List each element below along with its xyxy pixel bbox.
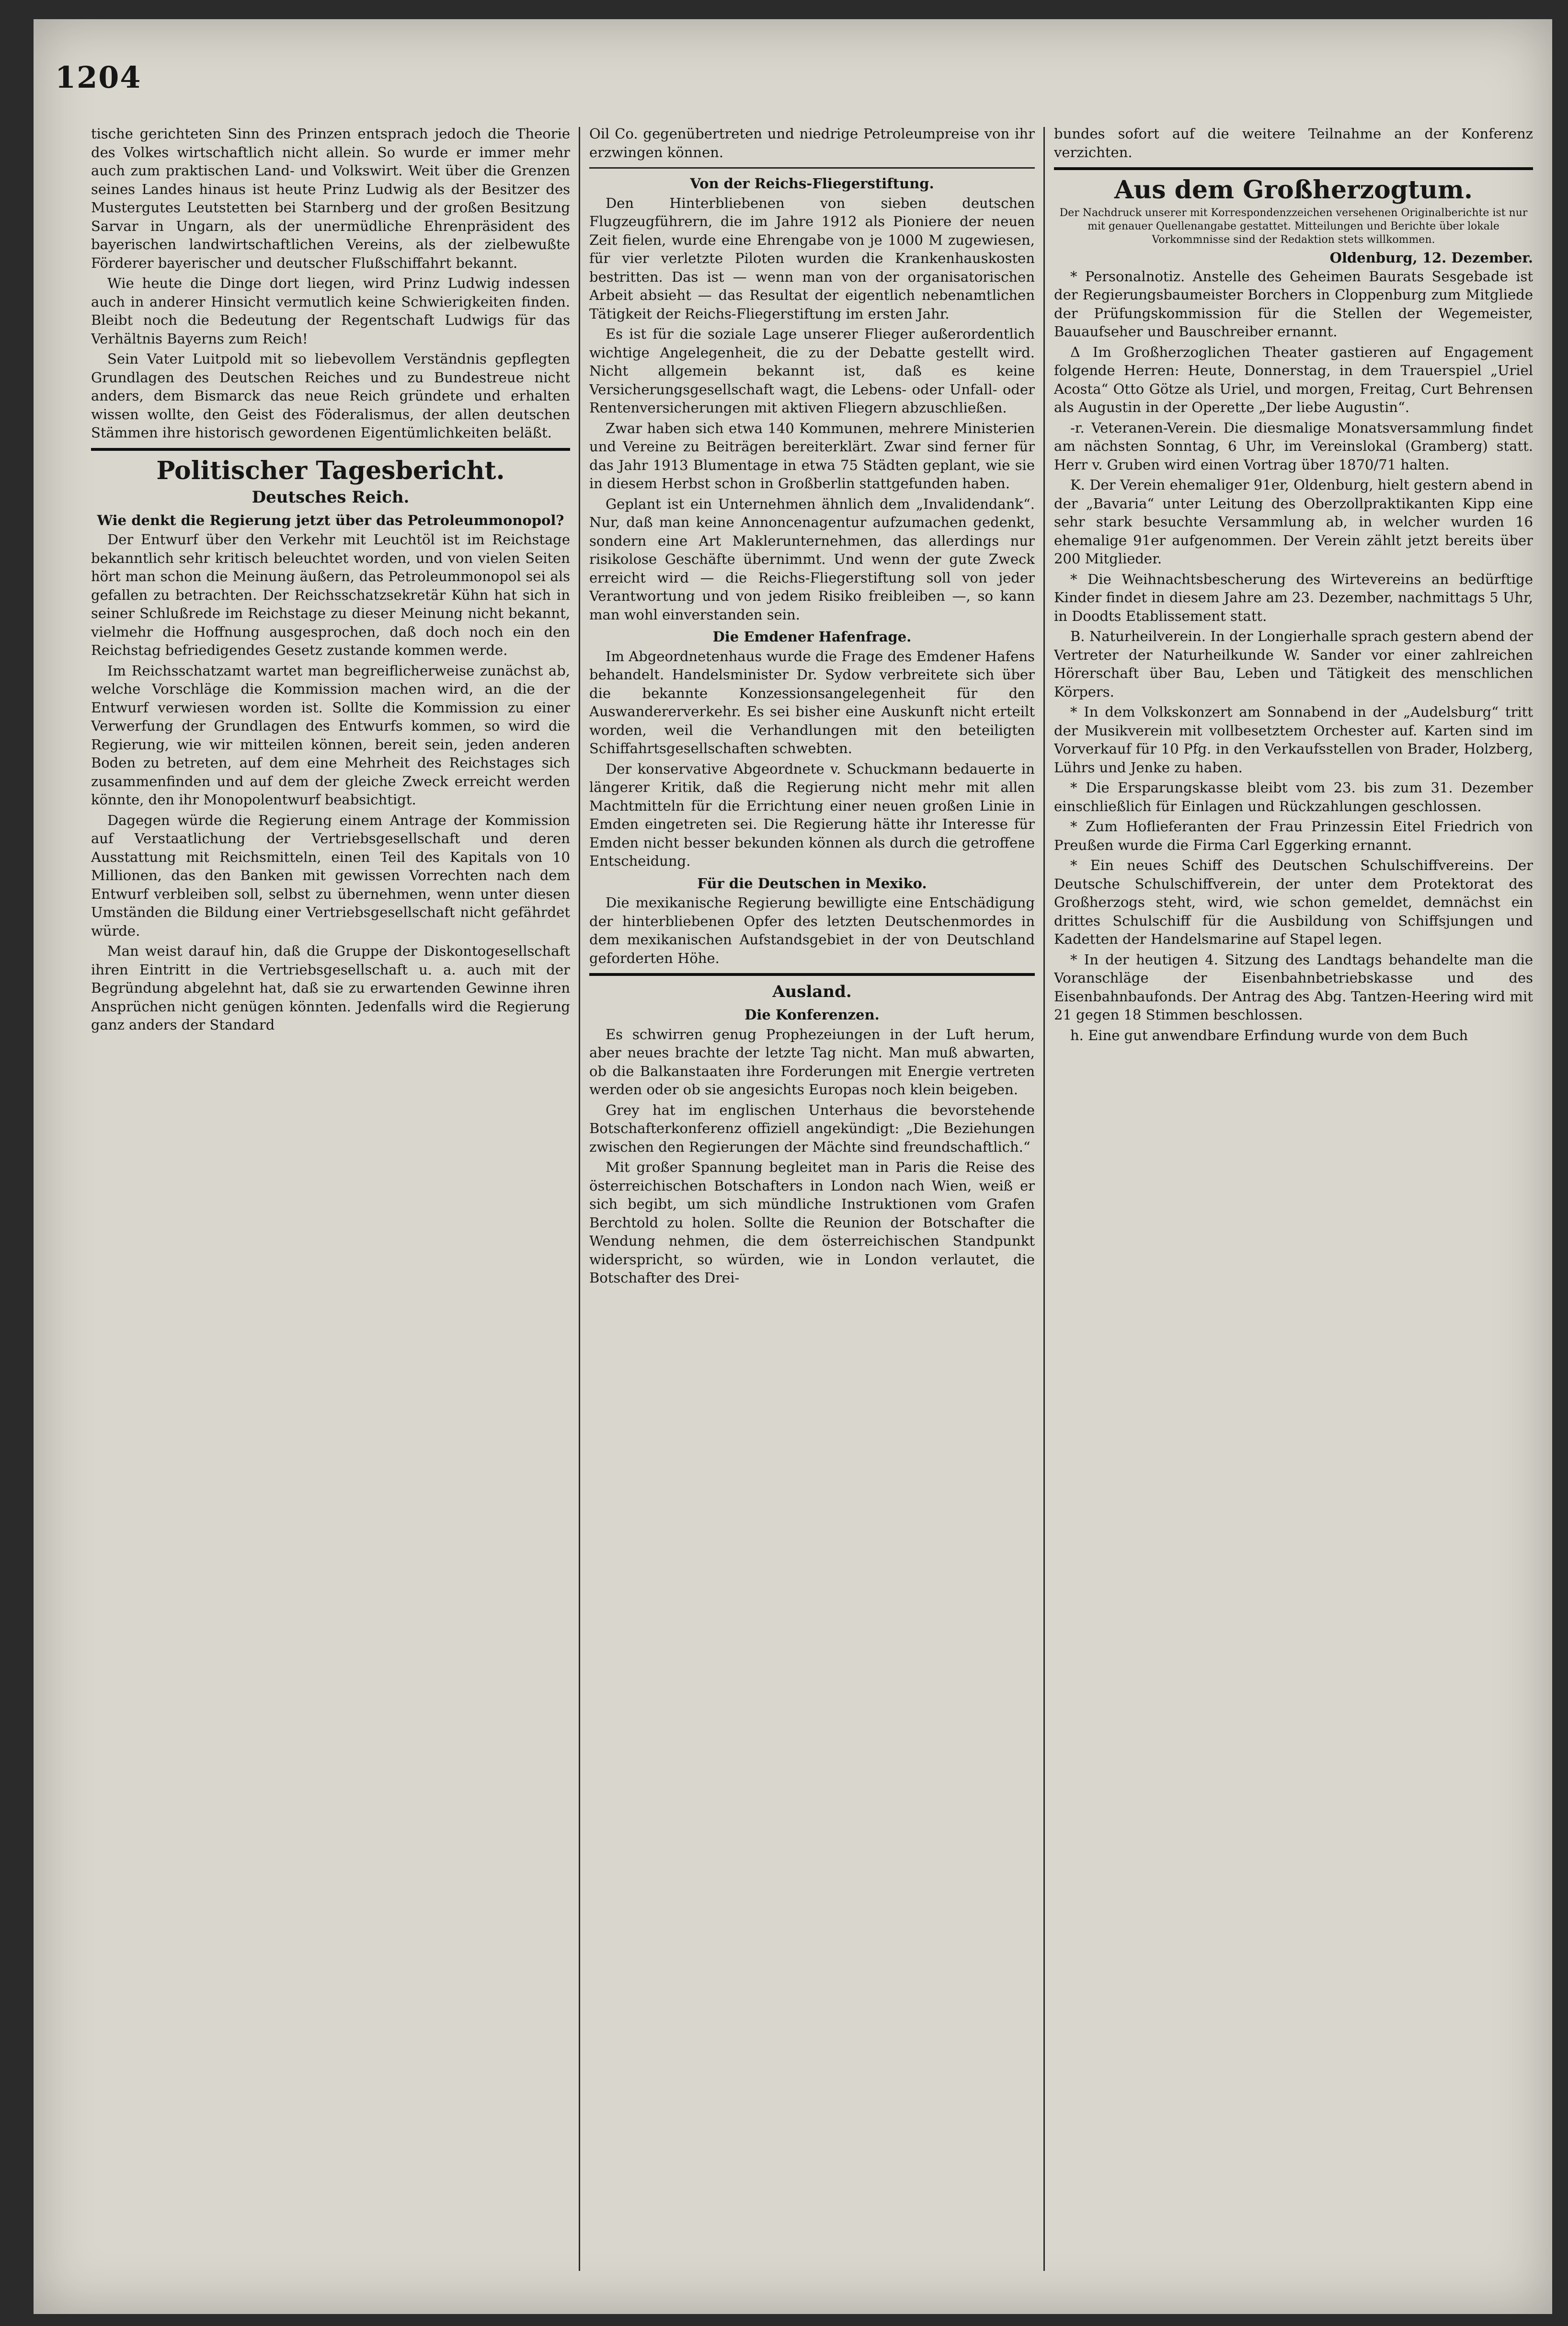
article-paragraph: Im Abgeordnetenhaus wurde die Frage des Emdener Hafens behandelt. Handelsminister Dr. Sydow verbreitete sich über die bekannte Konzessionsangelegenheit für den Auswandererverkehr. Es sei bisher eine Auskunft nicht erteilt worden, weil die Verhandlungen mit den beteiligten Schiffahrtsgesellschaften schwebten. — [589, 648, 1035, 756]
article-paragraph: Zwar haben sich etwa 140 Kommunen, mehrere Ministerien und Vereine zu Beiträgen bereiterklärt. Zwar sind ferner für das Jahr 1913 Blumentage in etwa 75 Städten geplant, wie sie in diesem Herbst schon in Großberlin stattgefunden haben. — [589, 420, 1035, 492]
article-paragraph: Der konservative Abgeordnete v. Schuckmann bedauerte in längerer Kritik, daß die Regierung nicht mehr mit allen Machtmitteln für die Errichtung einer neuen großen Linie in Emden eingetreten sei. Die Regierung hätte ihr Interesse für Emden nicht besser bekunden können als durch die getroffene Entscheidung. — [589, 760, 1035, 869]
column-rule-left — [579, 127, 580, 2271]
reprint-notice: Der Nachdruck unserer mit Korrespondenzzeichen versehenen Originalberichte ist nur mit genauer Quellenangabe gestattet. Mitteilungen und Berichte über lokale Vorkommnisse sind der Redaktion stets willkommen. — [1059, 207, 1528, 246]
article-paragraph: Es schwirren genug Prophezeiungen in der Luft herum, aber neues brachte der letzte Tag nicht. Man muß abwarten, ob die Balkanstaaten ihre Forderungen mit Energie vertreten werden oder ob sie angesichts Europas noch klein beigeben. — [589, 1026, 1035, 1098]
article-paragraph: K. Der Verein ehemaliger 91er, Oldenburg, hielt gestern abend in der „Bavaria“ unter Leitung des Oberzollpraktikanten Kipp eine sehr stark besuchte Versammlung ab, in welcher wurden 16 ehemalige 91er aufgenommen. Der Verein zählt jetzt bereits über 200 Mitglieder. — [1054, 477, 1533, 567]
article-paragraph: * Die Ersparungskasse bleibt vom 23. bis zum 31. Dezember einschließlich für Einlagen und Rückzahlungen geschlossen. — [1054, 779, 1533, 814]
section-divider — [589, 973, 1035, 976]
article-headline: Die Emdener Hafenfrage. — [712, 629, 912, 645]
article-paragraph: Der Entwurf über den Verkehr mit Leuchtöl ist im Reichstage bekanntlich sehr kritisch beleuchtet worden, und von vielen Seiten hört man schon die Meinung äußern, das Petroleummonopol sei als gefallen zu betrachten. Der Reichsschatzsekretär Kühn hat sich in seiner Schlußrede im Reichstage zu dieser Meinung nicht bekannt, vielmehr die Hoffnung ausgesprochen, daß doch noch ein den Reichstag befriedigendes Gesetz zustande kommen werde. — [91, 531, 570, 658]
article-paragraph: Es ist für die soziale Lage unserer Flieger außerordentlich wichtige Angelegenheit, die zu der Debatte gestellt wird. Nicht allgemein bekannt ist, daß es keine Versicherungsgesellschaft wagt, die Lebens- oder Unfall- oder Rentenversicherungen mit aktiven Fliegern abzuschließen. — [589, 326, 1035, 416]
column-2 — [589, 125, 1035, 2276]
article-paragraph: B. Naturheilverein. In der Longierhalle sprach gestern abend der Vertreter der Naturheilkunde W. Sander vor einer zahlreichen Hörerschaft über Bau, Leben und Tätigkeit des menschlichen Körpers. — [1054, 628, 1533, 700]
article-paragraph: Im Reichsschatzamt wartet man begreiflicherweise zunächst ab, welche Vorschläge die Kommission machen wird, an die der Entwurf verwiesen worden ist. Sollte die Kommission zu einer Verwerfung der Grundlagen des Entwurfs kommen, so wird die Regierung, wie wir mitteilen können, bereit sein, jeden anderen Boden zu betreten, auf dem eine Mehrheit des Reichstages sich zusammenfinden und auf dem der gleiche Zweck erreicht werden könnte, den ihr Monopolentwurf beabsichtigt. — [91, 662, 570, 808]
article-paragraph: * In dem Volkskonzert am Sonnabend in der „Audelsburg“ tritt der Musikverein mit vollbesetztem Orchester auf. Karten sind im Vorverkauf für 10 Pfg. in den Verkaufsstellen von Brader, Holzberg, Lührs und Jenke zu haben. — [1054, 704, 1533, 776]
article-headline: Von der Reichs-Fliegerstiftung. — [690, 175, 934, 192]
article-paragraph: Man weist darauf hin, daß die Gruppe der Diskontogesellschaft ihren Eintritt in die Vertriebsgesellschaft u. a. auch mit der Begründung abgelehnt hat, daß sie zu erwartenden Gewinne ihren Ansprüchen nicht genügen könnten. Jedenfalls wird die Regierung ganz anders der Standard — [91, 943, 570, 1033]
article-paragraph: Δ Im Großherzoglichen Theater gastieren auf Engagement folgende Herren: Heute, Donnerstag, in dem Trauerspiel „Uriel Acosta“ Otto Götze als Uriel, und morgen, Freitag, Curt Behrensen als Augustin in der Operette „Der liebe Augustin“. — [1054, 344, 1533, 415]
article-paragraph: Mit großer Spannung begleitet man in Paris die Reise des österreichischen Botschafters in London nach Wien, weiß er sich begibt, um sich mündliche Instruktionen vom Grafen Berchtold zu holen. Sollte die Reunion der Botschafter die Wendung nehmen, die dem österreichischen Standpunkt widerspricht, so würden, wie in London verlautet, die Botschafter des Drei- — [589, 1159, 1035, 1286]
page-number: 1204 — [55, 60, 142, 95]
column-1 — [91, 125, 570, 2276]
article-paragraph: Dagegen würde die Regierung einem Antrage der Kommission auf Verstaatlichung der Vertriebsgesellschaft und deren Ausstattung mit Reichsmitteln, einen Teil des Kapitals von 10 Millionen, das den Banken mit gewissen Vorrechten nach dem Entwurf verbleiben soll, selbst zu übernehmen, wenn unter diesen Umständen die Bildung einer Vertriebsgesellschaft nicht gefährdet würde. — [91, 812, 570, 939]
article-paragraph: Wie heute die Dinge dort liegen, wird Prinz Ludwig indessen auch in anderer Hinsicht vermutlich keine Schwierigkeiten finden. Bleibt noch die Bedeutung der Regentschaft Ludwigs für das Verhältnis Bayerns zum Reich! — [91, 275, 570, 347]
article-paragraph: Den Hinterbliebenen von sieben deutschen Flugzeugführern, die im Jahre 1912 als Pioniere der neuen Zeit fielen, wurde eine Ehrengabe von je 1000 M zugewiesen, für vier verletzte Piloten wurden die Krankenhauskosten bestritten. Das ist — wenn man von der organisatorischen Arbeit absieht — das Resultat der eigentlich nebenamtlichen Tätigkeit der Reichs-Fliegerstiftung im ersten Jahr. — [589, 195, 1035, 322]
subsection-heading: Deutsches Reich. — [252, 487, 410, 507]
section-divider — [589, 167, 1035, 169]
article-paragraph: Die mexikanische Regierung bewilligte eine Entschädigung der hinterbliebenen Opfer des letzten Deutschenmordes in dem mexikanischen Aufstandsgebiet in der von Deutschland geforderten Höhe. — [589, 894, 1035, 966]
section-divider — [1054, 167, 1533, 170]
column-3 — [1054, 125, 1533, 2276]
section-divider — [91, 448, 570, 451]
article-paragraph: -r. Veteranen-Verein. Die diesmalige Monatsversammlung findet am nächsten Sonntag, 6 Uhr, im Vereinslokal (Gramberg) statt. Herr v. Gruben wird einen Vortrag über 1870/71 halten. — [1054, 419, 1533, 473]
article-paragraph: Grey hat im englischen Unterhaus die bevorstehende Botschafterkonferenz offiziell angekündigt: „Die Beziehungen zwischen den Regierungen der Mächte sind freundschaftlich.“ — [589, 1101, 1035, 1155]
article-paragraph: * Zum Hoflieferanten der Frau Prinzessin Eitel Friedrich von Preußen wurde die Firma Carl Eggerking ernannt. — [1054, 818, 1533, 853]
newspaper-page — [34, 19, 1552, 2314]
section-heading: Aus dem Großherzogtum. — [1114, 175, 1473, 205]
article-paragraph: Oil Co. gegenübertreten und niedrige Petroleumpreise von ihr erzwingen können. — [589, 126, 1035, 160]
article-paragraph: h. Eine gut anwendbare Erfindung wurde von dem Buch — [1070, 1027, 1468, 1043]
article-paragraph: * Personalnotiz. Anstelle des Geheimen Baurats Sesgebade ist der Regierungsbaumeister Borchers in Cloppenburg zum Mitgliede der Prüfungskommission für die Stellen der Wegemeister, Bauaufseher und Bauschreiber ernannt. — [1054, 268, 1533, 340]
article-headline: Wie denkt die Regierung jetzt über das Petroleummonopol? — [97, 512, 564, 528]
column-rule-right — [1043, 127, 1045, 2271]
article-paragraph: tische gerichteten Sinn des Prinzen entsprach jedoch die Theorie des Volkes wirtschaftlich nicht allein. So wurde er immer mehr auch zum praktischen Land- und Volkswirt. Weit über die Grenzen seines Landes hinaus ist heute Prinz Ludwig als der Besitzer des Mustergutes Leutstetten bei Starnberg und der großen Besitzung Sarvar in Ungarn, als der unermüdliche Ehrenpräsident des bayerischen landwirtschaftlichen Vereins, als der zielbewußte Förderer bayerischer und deutscher Flußschiffahrt bekannt. — [91, 126, 570, 271]
article-headline: Die Konferenzen. — [744, 1007, 880, 1023]
article-paragraph: * Ein neues Schiff des Deutschen Schulschiffvereins. Der Deutsche Schulschiffverein, der unter dem Protektorat des Großherzogs steht, wird, wie schon gemeldet, demnächst ein drittes Schulschiff für die Ausbildung von Schiffsjungen und Kadetten der Handelsmarine auf Stapel legen. — [1054, 857, 1533, 947]
article-paragraph: Sein Vater Luitpold mit so liebevollem Verständnis gepflegten Grundlagen des Deutschen Reiches und zu Bundestreue nicht anders, dem Bismarck das neue Reich gründete und erhalten wissen wollte, den Geist des Föderalismus, der allen deutschen Stämmen ihre historisch gewordenen Eigentümlichkeiten beläßt. — [91, 351, 570, 441]
dateline: Oldenburg, 12. Dezember. — [1329, 250, 1533, 266]
section-heading: Politischer Tagesbericht. — [156, 456, 505, 485]
article-paragraph: bundes sofort auf die weitere Teilnahme an der Konferenz verzichten. — [1054, 126, 1533, 160]
article-paragraph: * Die Weihnachtsbescherung des Wirtevereins an bedürftige Kinder findet in diesem Jahre am 23. Dezember, nachmittags 5 Uhr, in Doodts Etablissement statt. — [1054, 571, 1533, 624]
article-paragraph: * In der heutigen 4. Sitzung des Landtags behandelte man die Voranschläge der Eisenbahnbetriebskasse und des Eisenbahnbaufonds. Der Antrag des Abg. Tantzen-Heering wird mit 21 gegen 18 Stimmen beschlossen. — [1054, 951, 1533, 1023]
subsection-heading: Ausland. — [772, 982, 852, 1001]
article-headline: Für die Deutschen in Mexiko. — [697, 875, 927, 892]
article-paragraph: Geplant ist ein Unternehmen ähnlich dem „Invalidendank“. Nur, daß man keine Annoncenagentur aufzumachen gedenkt, sondern eine Art Maklerunternehmen, das allerdings nur risikolose Geschäfte übernimmt. Und wenn der gute Zweck erreicht wird — die Reichs-Fliegerstiftung soll von jeder Verantwortung und von jedem Risiko freibleiben —, so kann man wohl einverstanden sein. — [589, 495, 1035, 623]
